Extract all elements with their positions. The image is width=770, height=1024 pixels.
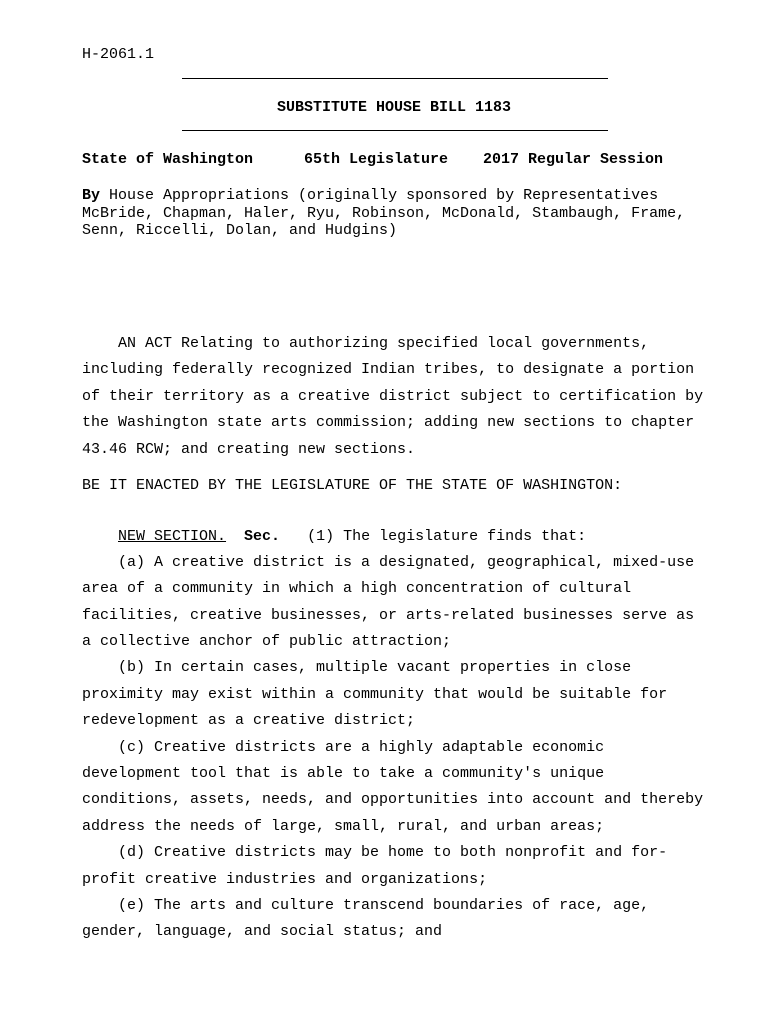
section-line: profit creative industries and organizations;	[82, 871, 488, 888]
header-session: 2017 Regular Session	[483, 151, 664, 168]
title-rule-top	[182, 78, 608, 79]
act-line: AN ACT Relating to authorizing specified local governments,	[118, 335, 650, 352]
sponsor-line-1	[82, 187, 658, 204]
sponsor-line-2: McBride, Chapman, Haler, Ryu, Robinson, McDonald, Stambaugh, Frame,	[82, 205, 686, 222]
section-line: area of a community in which a high concentration of cultural	[82, 580, 632, 597]
sponsor-line-3: Senn, Riccelli, Dolan, and Hudgins)	[82, 222, 398, 239]
act-line: 43.46 RCW; and creating new sections.	[82, 441, 416, 458]
section-line: (b) In certain cases, multiple vacant properties in close	[118, 659, 632, 676]
section-line: (c) Creative districts are a highly adaptable economic	[118, 739, 605, 756]
sponsor-text: House Appropriations (originally sponsored by Representatives	[100, 187, 659, 204]
sponsor-by: By	[82, 187, 101, 204]
new-section-label: NEW SECTION.	[118, 528, 227, 545]
bill-title: SUBSTITUTE HOUSE BILL 1183	[276, 99, 512, 116]
act-line: the Washington state arts commission; adding new sections to chapter	[82, 414, 695, 431]
section-line: proximity may exist within a community that would be suitable for	[82, 686, 668, 703]
act-line: of their territory as a creative district subject to certification by	[82, 388, 704, 405]
section-line: (a) A creative district is a designated, geographical, mixed-use	[118, 554, 695, 571]
section-line: redevelopment as a creative district;	[82, 712, 416, 729]
section-heading	[118, 528, 586, 545]
header-legislature: 65th Legislature	[304, 151, 449, 168]
section-line: conditions, assets, needs, and opportunities into account and thereby	[82, 791, 704, 808]
header-state: State of Washington	[82, 151, 254, 168]
section-line: gender, language, and social status; and	[82, 923, 443, 940]
enacting-clause: BE IT ENACTED BY THE LEGISLATURE OF THE STATE OF WASHINGTON:	[82, 477, 623, 494]
section-sec: Sec.	[244, 528, 281, 545]
section-line: (e) The arts and culture transcend boundaries of race, age,	[118, 897, 650, 914]
section-line: (d) Creative districts may be home to both nonprofit and for-	[118, 844, 668, 861]
section-line: address the needs of large, small, rural, and urban areas;	[82, 818, 605, 835]
section-line: a collective anchor of public attraction;	[82, 633, 452, 650]
section-line: development tool that is able to take a community's unique	[82, 765, 605, 782]
section-line: facilities, creative businesses, or arts-related businesses serve as	[82, 607, 695, 624]
section-first-line: (1) The legislature finds that:	[307, 528, 587, 545]
document-id: H-2061.1	[82, 46, 155, 63]
act-line: including federally recognized Indian tribes, to designate a portion	[82, 361, 695, 378]
title-rule-bottom	[182, 130, 608, 131]
